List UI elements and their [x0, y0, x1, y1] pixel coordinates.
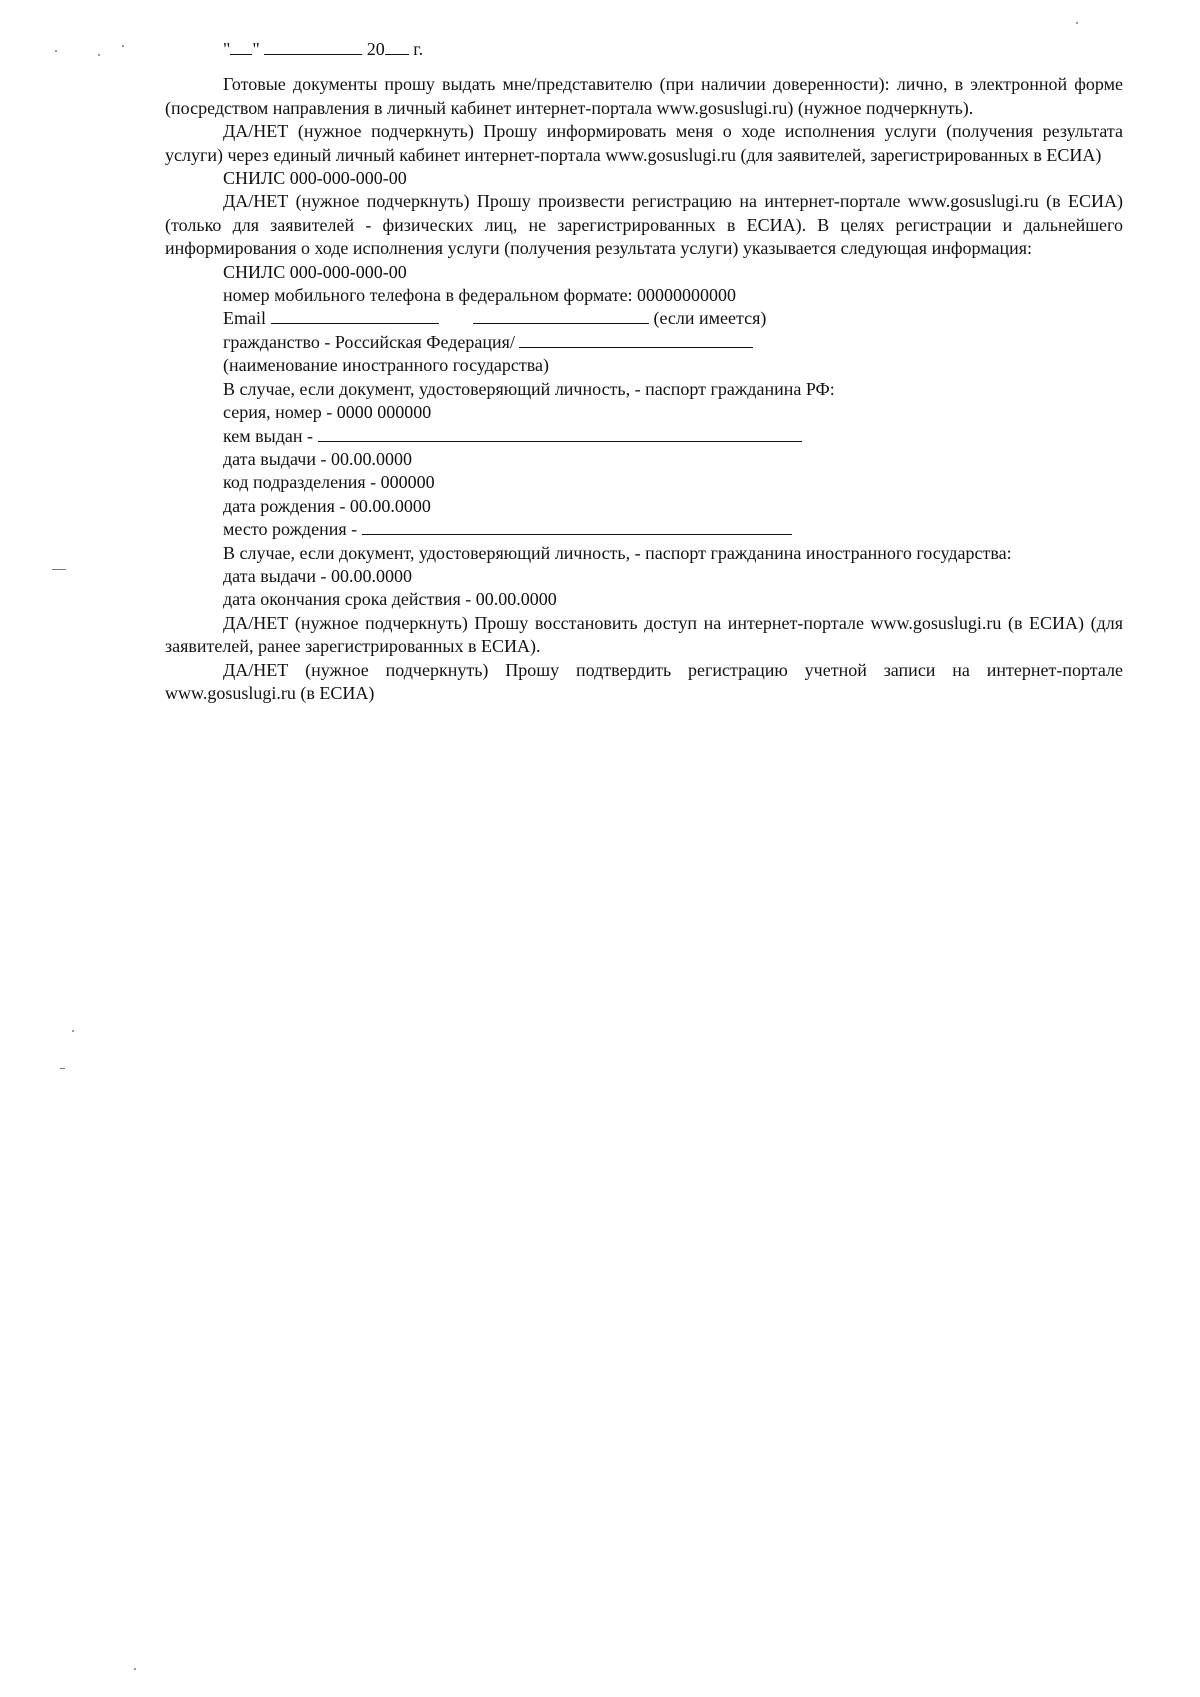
email-note: (если имеется)	[653, 308, 767, 329]
paragraph-restore: ДА/НЕТ (нужное подчеркнуть) Прошу восстановить доступ на интернет-портале www.gosuslugi.ru (в ЕСИА) (для заявителей, ранее зарегистрированных в ЕСИА).	[165, 612, 1123, 657]
foreign-state-line: (наименование иностранного государства)	[223, 355, 549, 376]
paragraph-register: ДА/НЕТ (нужное подчеркнуть) Прошу произвести регистрацию на интернет-портале www.gosuslugi.ru (в ЕСИА) (только для заявителей - физических лиц, не зарегистрированных в ЕСИА). В целях регистрации и дальнейшего информирования о ходе исполнения услуги (получения результата услуги) указывается следующая информация:	[165, 191, 1123, 259]
rf-passport-line: В случае, если документ, удостоверяющий личность, - паспорт гражданина РФ:	[223, 378, 835, 399]
scan-speck	[60, 1068, 65, 1069]
issued-by-blank	[318, 426, 802, 442]
open-quote: "	[223, 39, 231, 59]
division-code-line: код подразделения - 000000	[223, 472, 435, 493]
citizenship-blank	[519, 332, 753, 348]
paragraph-confirm: ДА/НЕТ (нужное подчеркнуть) Прошу подтвердить регистрацию учетной записи на интернет-портале www.gosuslugi.ru (в ЕСИА)	[165, 659, 1123, 703]
paragraph-inform: ДА/НЕТ (нужное подчеркнуть) Прошу информировать меня о ходе исполнения услуги (получения результата услуги) через единый личный кабинет интернет-портала www.gosuslugi.ru (для заявителей, зарегистрированных в ЕСИА)	[165, 121, 1123, 165]
foreign-issue-date-line: дата выдачи - 00.00.0000	[223, 565, 412, 586]
scan-speck	[55, 50, 57, 52]
year-blank	[385, 40, 409, 55]
snils-line-1: СНИЛС 000-000-000-00	[223, 168, 407, 189]
birth-place-label: место рождения -	[223, 519, 358, 540]
birth-date-line: дата рождения - 00.00.0000	[223, 495, 431, 516]
email-line	[165, 307, 1123, 330]
scan-speck	[122, 45, 124, 47]
issue-date-line: дата выдачи - 00.00.0000	[223, 448, 412, 469]
scan-speck	[1076, 22, 1078, 24]
scan-speck	[52, 569, 66, 570]
birth-place-line	[165, 518, 1123, 541]
year-prefix: 20	[366, 39, 385, 59]
scan-speck	[98, 54, 100, 56]
email-blank	[271, 308, 439, 324]
expiry-date-line: дата окончания срока действия - 00.00.0000	[223, 589, 557, 610]
phone-line: номер мобильного телефона в федеральном формате: 00000000000	[223, 285, 737, 306]
foreign-passport-line: В случае, если документ, удостоверяющий личность, - паспорт гражданина иностранного государства:	[223, 542, 1012, 563]
citizenship-label: гражданство - Российская Федерация/	[223, 331, 515, 352]
citizenship-line	[165, 331, 1123, 354]
email-blank-2	[473, 308, 649, 324]
scan-speck	[134, 1668, 136, 1670]
day-blank	[230, 40, 252, 55]
close-quote: "	[252, 39, 260, 59]
email-label: Email	[223, 308, 266, 329]
application-form-page	[165, 38, 1123, 705]
date-line	[165, 38, 1123, 61]
month-blank	[264, 40, 362, 55]
issued-by-line	[165, 425, 1123, 448]
scan-speck	[72, 1030, 74, 1032]
series-number-line: серия, номер - 0000 000000	[223, 402, 432, 423]
snils-line-2: СНИЛС 000-000-000-00	[223, 261, 407, 282]
issued-by-label: кем выдан -	[223, 425, 314, 446]
birth-place-blank	[362, 519, 792, 535]
year-suffix: г.	[413, 39, 424, 59]
paragraph-delivery: Готовые документы прошу выдать мне/представителю (при наличии доверенности): лично, в электронной форме (посредством направления в личный кабинет интернет-портала www.gosuslugi.ru) (нужное подчеркнуть).	[165, 74, 1123, 118]
